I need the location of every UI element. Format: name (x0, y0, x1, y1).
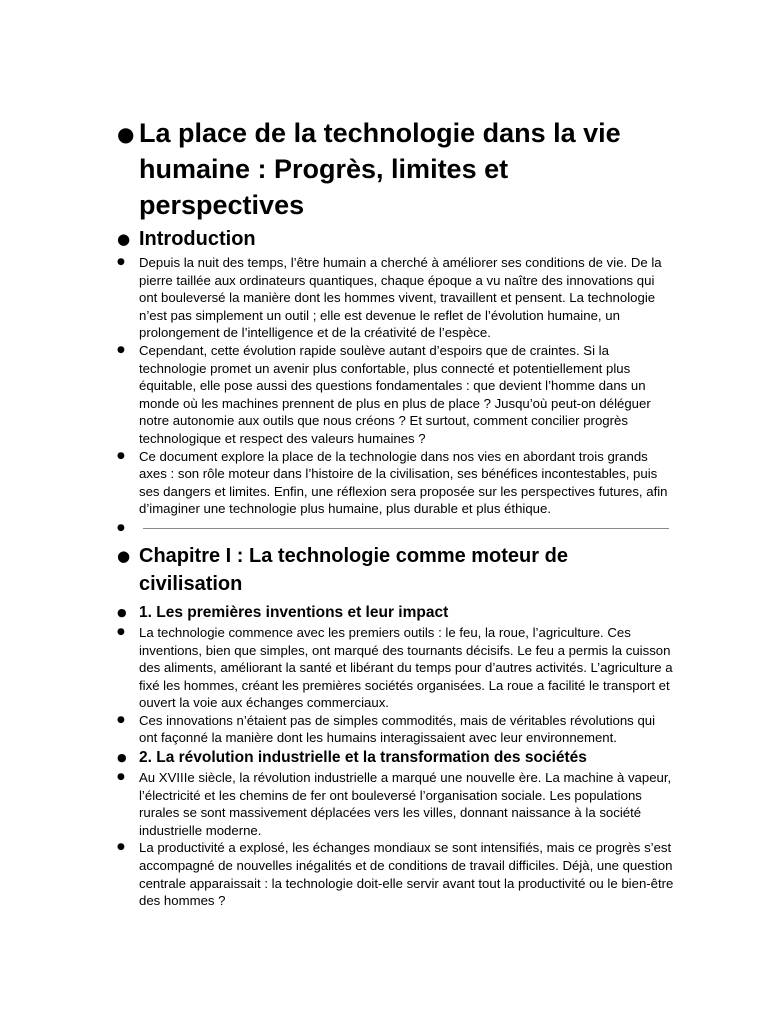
section-heading-item (115, 602, 675, 623)
paragraph-item (115, 342, 675, 448)
introduction-heading: Introduction (139, 228, 256, 250)
paragraph-text: La technologie commence avec les premiers outils : le feu, la roue, l’agriculture. Ces inventions, bien que simples, ont marqué des tournants décisifs. Le feu a permis la cuisson des aliments, améliorant la santé et libérant du temps pour d’autres activités. L’agriculture a fixé les hommes, créant les premières sociétés organisées. La roue a facilité le transport et ouvert la voie aux échanges commerciaux. (139, 624, 673, 711)
section-heading: 2. La révolution industrielle et la transformation des sociétés (139, 749, 587, 767)
section-heading: 1. Les premières inventions et leur impact (139, 603, 449, 621)
chapter-heading: Chapitre I : La technologie comme moteur de civilisation (139, 544, 568, 595)
paragraph-item (115, 254, 675, 342)
bullet-icon: ● (117, 626, 125, 637)
bullet-icon: ● (117, 257, 125, 267)
bullet-icon: ● (117, 842, 125, 853)
bullet-icon: ● (117, 344, 125, 355)
bullet-icon: ● (117, 751, 127, 765)
document-title: La place de la technologie dans la vie humaine : Progrès, limites et perspectives (139, 118, 621, 220)
paragraph-item (115, 448, 675, 518)
paragraph-text: Ce document explore la place de la technologie dans nos vies en abordant trois grands axes : son rôle moteur dans l’histoire de la civilisation, ses bénéfices incontestables, puis ses dangers et limites. Enfin, une réflexion sera proposée sur les perspectives futures, afin d’imaginer une technologie plus humaine, plus durable et plus éthique. (139, 448, 668, 517)
bullet-icon: ● (117, 450, 125, 461)
paragraph-text: Ces innovations n’étaient pas de simples commodités, mais de véritables révolutions qui ont façonné la manière dont les humains interagissaient avec leur environnement. (139, 712, 656, 746)
horizontal-divider (143, 528, 669, 529)
paragraph-item (115, 712, 675, 747)
paragraph-text: La productivité a explosé, les échanges mondiaux se sont intensifiés, mais ce progrès s’est accompagné de nouvelles inégalités et de conditions de travail difficiles. Déjà, une question centrale apparaissait : la technologie doit-elle servir avant tout la productivité ou le bien-être des hommes ? (139, 840, 674, 909)
document-title-item (115, 115, 675, 223)
paragraph-item (115, 769, 675, 839)
bullet-icon: ● (117, 230, 131, 248)
divider-item (115, 518, 675, 538)
bullet-icon: ● (117, 546, 131, 565)
bullet-icon: ● (117, 605, 127, 619)
bullet-icon: ● (117, 772, 125, 783)
paragraph-text: Depuis la nuit des temps, l’être humain a cherché à améliorer ses conditions de vie. De la pierre taillée aux ordinateurs quantiques, chaque époque a vu naître des innovations qui ont bouleversé la manière dont les hommes vivent, travaillent et pensent. La technologie n’est pas simplement un outil ; elle est devenue le reflet de l’évolution humaine, un prolongement de l’intelligence et de la créativité de l’espèce. (139, 255, 662, 341)
document-body (115, 115, 675, 910)
bullet-icon: ● (117, 522, 125, 533)
section-heading-item (115, 747, 675, 768)
introduction-heading-item (115, 226, 675, 252)
bullet-icon: ● (117, 714, 125, 725)
bullet-icon: ● (117, 122, 135, 146)
paragraph-text: Cependant, cette évolution rapide soulève autant d’espoirs que de craintes. Si la technologie promet un avenir plus confortable, plus connecté et potentiellement plus équitable, elle pose aussi des questions fondamentales : que devient l’homme dans un monde où les machines prennent de plus en plus de place ? Jusqu’où peut-on déléguer notre autonomie aux outils que nous créons ? Et surtout, comment concilier progrès technologique et respect des valeurs humaines ? (139, 342, 651, 446)
chapter-heading-item (115, 542, 675, 598)
paragraph-item (115, 839, 675, 909)
paragraph-item (115, 624, 675, 712)
paragraph-text: Au XVIIIe siècle, la révolution industrielle a marqué une nouvelle ère. La machine à vapeur, l’électricité et les chemins de fer ont bouleversé l’organisation sociale. Les populations rurales se sont massivement déplacées vers les villes, donnant naissance à la société industrielle moderne. (139, 770, 672, 838)
